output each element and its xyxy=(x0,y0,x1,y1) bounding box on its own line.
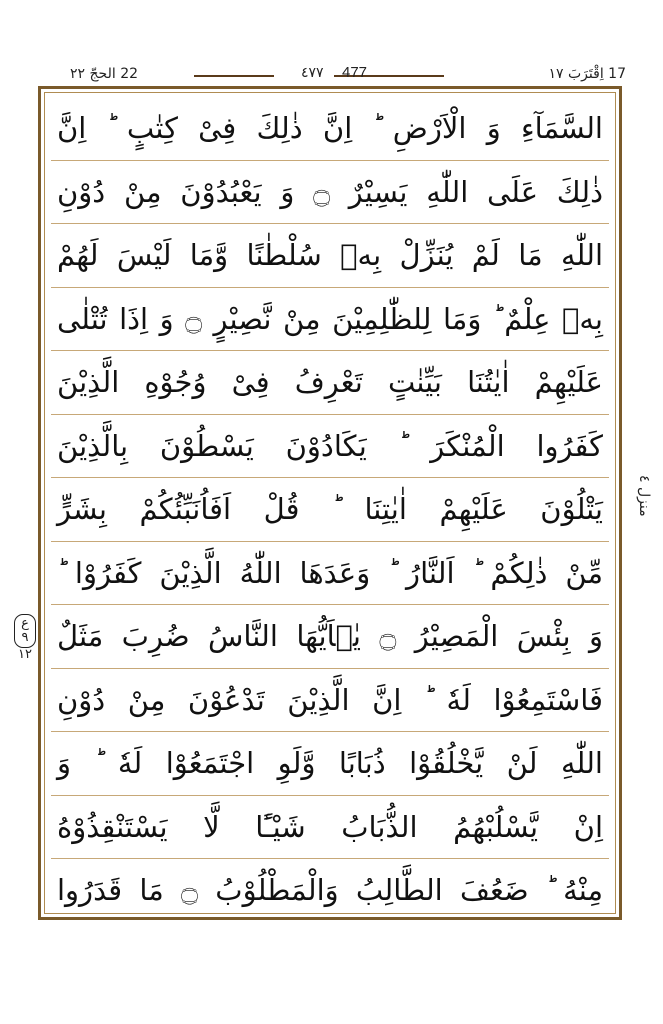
text-line-6: كَفَرُوا الْمُنْكَرَ ؕ یَكَادُوْنَ یَسْطُوْنَ بِالَّذِیْنَ xyxy=(51,415,609,479)
quran-page-frame xyxy=(38,86,622,920)
text-line-11: اللّٰهِ لَنْ یَّخْلُقُوْا ذُبَابًا وَّلَوِ اجْتَمَعُوْا لَهٗ ؕ وَ xyxy=(51,732,609,796)
ruku-number: ١٢ xyxy=(18,647,32,662)
text-line-2: ذٰلِكَ عَلَی اللّٰهِ یَسِیْرٌ ۝ وَ یَعْبُدُوْنَ مِنْ دُوْنِ xyxy=(51,161,609,225)
text-line-4: بِهٖ عِلْمٌ ؕ وَمَا لِلظّٰلِمِیْنَ مِنْ نَّصِیْرٍ ۝ وَ اِذَا تُتْلٰی xyxy=(51,288,609,352)
surah-label: 22 الحجّ ٢٢ xyxy=(70,66,139,82)
text-line-9: وَ بِئْسَ الْمَصِیْرُ ۝ یٰۤاَیُّهَا النَّاسُ ضُرِبَ مَثَلٌ xyxy=(51,605,609,669)
page-number: 477 xyxy=(341,64,368,81)
page-number-urdu: ٤٧٧ xyxy=(300,65,324,81)
para-label: 17 اِقْتَرَبَ ١٧ xyxy=(548,66,626,82)
text-line-13: مِنْهُ ؕ ضَعُفَ الطَّالِبُ وَالْمَطْلُوْبُ ۝ مَا قَدَرُوا xyxy=(57,873,603,907)
text-line-3: اللّٰهِ مَا لَمْ یُنَزِّلْ بِهٖ سُلْطٰنًا وَّمَا لَیْسَ لَهُمْ xyxy=(51,224,609,288)
text-line-12: اِنْ یَّسْلُبْهُمُ الذُّبَابُ شَیْـًٔا لَّا یَسْتَنْقِذُوْهُ xyxy=(51,796,609,860)
manzil-marker: منزل ٤ xyxy=(636,475,652,517)
text-line-1: السَّمَآءِ وَ الْاَرْضِ ؕ اِنَّ ذٰلِكَ فِیْ كِتٰبٍ ؕ اِنَّ xyxy=(51,97,609,161)
text-line-5: عَلَیْهِمْ اٰیٰتُنَا بَیِّنٰتٍ تَعْرِفُ فِیْ وُجُوْهِ الَّذِیْنَ xyxy=(51,351,609,415)
ruku-sign: ع ٩ xyxy=(14,614,36,648)
text-line-10: فَاسْتَمِعُوْا لَهٗ ؕ اِنَّ الَّذِیْنَ تَدْعُوْنَ مِنْ دُوْنِ xyxy=(51,669,609,733)
text-line-8: مِّنْ ذٰلِكُمْ ؕ اَلنَّارُ ؕ وَعَدَهَا اللّٰهُ الَّذِیْنَ كَفَرُوْا ؕ xyxy=(51,542,609,606)
text-line-7: یَتْلُوْنَ عَلَیْهِمْ اٰیٰتِنَا ؕ قُلْ اَفَاُنَبِّئُكُمْ بِشَرٍّ xyxy=(51,478,609,542)
page-header xyxy=(34,62,634,88)
ruku-marker xyxy=(14,614,36,662)
